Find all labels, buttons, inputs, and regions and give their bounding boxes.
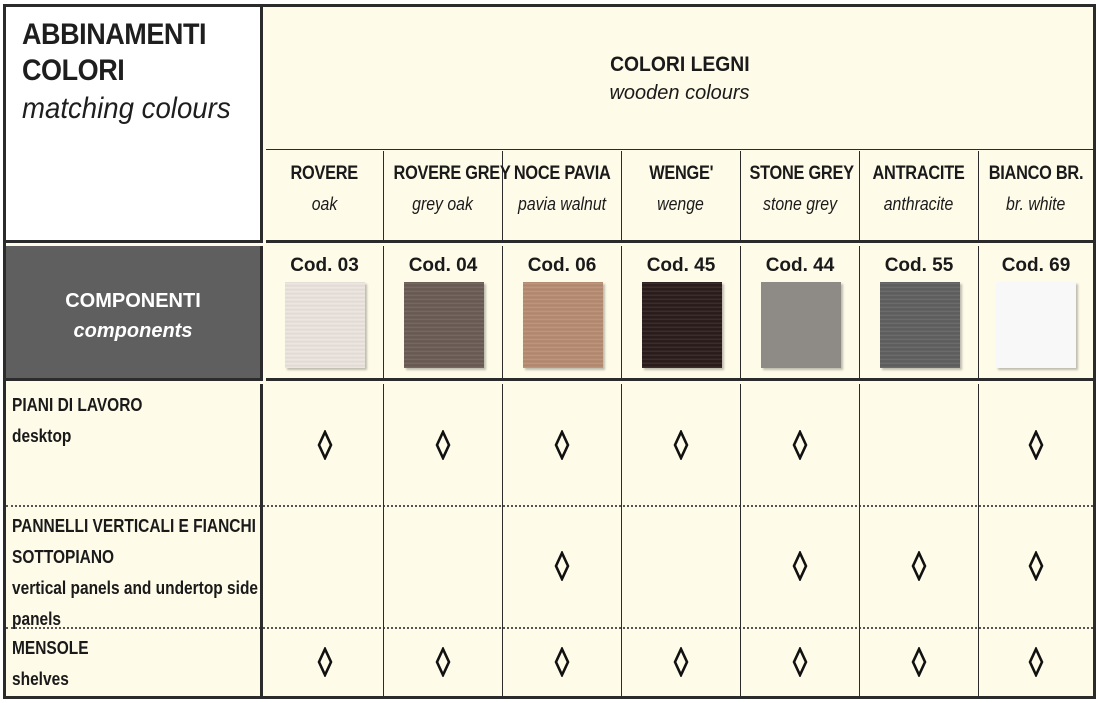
availability-cell [503, 627, 622, 696]
diamond-icon [554, 430, 570, 460]
stone-grey-swatch [761, 282, 841, 368]
availability-cell [979, 384, 1093, 505]
colour-name-cell [622, 151, 741, 243]
component-row-label [6, 505, 263, 627]
availability-cell [741, 627, 860, 696]
colour-swatch-cell [503, 246, 622, 381]
grey-oak-wood-swatch [404, 282, 484, 368]
title-line-1: ABBINAMENTI [22, 18, 207, 51]
diamond-icon [435, 430, 451, 460]
availability-cell [860, 384, 979, 505]
colour-code: Cod. 45 [646, 255, 716, 276]
anthracite-wood-swatch [880, 282, 960, 368]
light-oak-wood-swatch [285, 282, 365, 368]
title-subtitle: matching colours [22, 92, 231, 125]
component-label-line: PIANI DI LAVORO [12, 395, 143, 415]
component-label-line: panels [12, 609, 62, 629]
diamond-icon [911, 551, 927, 581]
colour-name-english: wenge [657, 194, 705, 214]
colour-code: Cod. 44 [765, 255, 835, 276]
availability-cell [266, 505, 384, 627]
colour-swatch-cell [860, 246, 979, 381]
walnut-wood-swatch [523, 282, 603, 368]
availability-cell [979, 505, 1093, 627]
colour-swatch-cell [266, 246, 384, 381]
wenge-wood-swatch [642, 282, 722, 368]
colour-name-english: anthracite [884, 194, 954, 214]
diamond-icon [317, 647, 333, 677]
title-line-2: COLORI [22, 54, 125, 87]
components-title: COMPONENTI [65, 290, 201, 312]
colour-swatch-cell [741, 246, 860, 381]
availability-cell [622, 505, 741, 627]
diamond-icon [792, 551, 808, 581]
diamond-icon [673, 647, 689, 677]
diamond-icon [792, 430, 808, 460]
colour-name-english: br. white [1006, 194, 1066, 214]
component-row-label [6, 384, 263, 505]
colour-name-cell [741, 151, 860, 243]
colour-code: Cod. 04 [408, 255, 478, 276]
colour-code: Cod. 03 [290, 255, 359, 276]
colour-name-english: pavia walnut [517, 194, 607, 214]
availability-cell [384, 627, 503, 696]
availability-cell [741, 384, 860, 505]
diamond-icon [435, 647, 451, 677]
colour-code: Cod. 69 [1001, 255, 1071, 276]
availability-cell [266, 627, 384, 696]
availability-cell [860, 627, 979, 696]
diamond-icon [317, 430, 333, 460]
diamond-icon [554, 647, 570, 677]
colour-code: Cod. 55 [884, 255, 954, 276]
colour-name-cell [266, 151, 384, 243]
component-label-line: vertical panels and undertop side [12, 578, 259, 598]
availability-cell [266, 384, 384, 505]
wooden-colours-subtitle: wooden colours [609, 82, 750, 104]
colour-name: ROVERE GREY [393, 163, 511, 184]
availability-cell [622, 384, 741, 505]
component-label-line: PANNELLI VERTICALI E FIANCHI [12, 516, 256, 536]
colour-code: Cod. 06 [527, 255, 597, 276]
white-swatch [996, 282, 1076, 368]
colour-matching-table [3, 4, 1096, 699]
colour-name-english: grey oak [412, 194, 474, 214]
wooden-colours-header [266, 7, 1093, 150]
colour-name-cell [860, 151, 979, 243]
component-label-line: shelves [12, 669, 69, 689]
availability-cell [860, 505, 979, 627]
availability-cell [384, 384, 503, 505]
colour-name-cell [384, 151, 511, 243]
diamond-icon [1028, 430, 1044, 460]
components-subtitle: components [73, 320, 193, 342]
colour-name: BIANCO BR. [988, 163, 1084, 184]
component-row-label [6, 627, 263, 696]
components-header [6, 246, 263, 381]
diamond-icon [792, 647, 808, 677]
wooden-colours-title: COLORI LEGNI [609, 53, 750, 76]
component-label-line: desktop [12, 426, 72, 446]
diamond-icon [911, 647, 927, 677]
diamond-icon [673, 430, 689, 460]
colour-swatch-cell [979, 246, 1093, 381]
diamond-icon [1028, 551, 1044, 581]
colour-name-cell [979, 151, 1093, 243]
colour-name-english: oak [311, 194, 338, 214]
colour-name: WENGE' [648, 163, 714, 184]
availability-cell [384, 505, 503, 627]
availability-cell [979, 627, 1093, 696]
colour-name: ANTRACITE [872, 163, 966, 184]
component-label-line: MENSOLE [12, 638, 89, 658]
diamond-icon [1028, 647, 1044, 677]
colour-name: STONE GREY [749, 163, 854, 184]
component-label-line: SOTTOPIANO [12, 547, 115, 567]
colour-name: ROVERE [290, 163, 359, 184]
colour-swatch-cell [384, 246, 503, 381]
availability-cell [622, 627, 741, 696]
availability-cell [503, 505, 622, 627]
availability-cell [741, 505, 860, 627]
colour-swatch-cell [622, 246, 741, 381]
diamond-icon [554, 551, 570, 581]
colour-name: NOCE PAVIA [513, 163, 611, 184]
colour-name-english: stone grey [763, 194, 837, 214]
availability-cell [503, 384, 622, 505]
table-title [6, 7, 263, 243]
colour-name-cell [503, 151, 622, 243]
